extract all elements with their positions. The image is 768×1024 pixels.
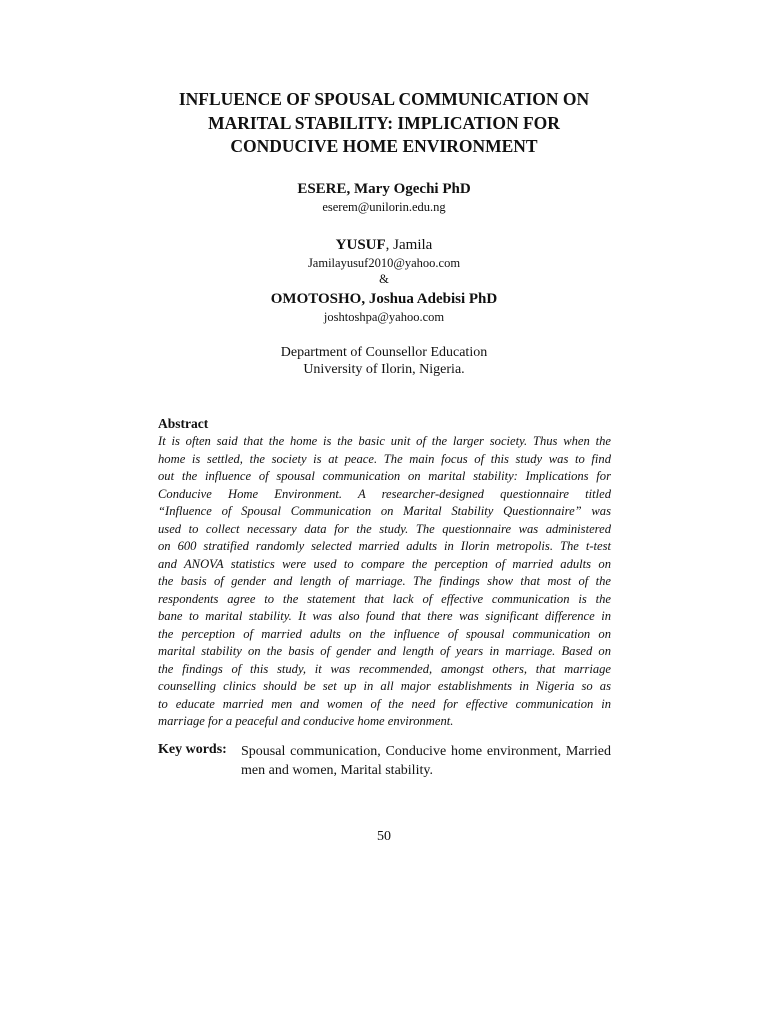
author-3-email: joshtoshpa@yahoo.com [323,310,445,324]
author-2-surname: YUSUF [335,237,386,253]
abstract-line: It is often said that the home is the basic unit of the larger society. Thus when the [158,434,611,448]
keywords-label: Key words: [158,742,227,757]
abstract-line: home is settled, the society is at peace. The main focus of this study was to find [158,451,611,466]
abstract-line: “Influence of Spousal Communication on Marital Stability Questionnaire” was [158,504,611,518]
university: University of Ilorin, Nigeria. [303,362,465,377]
abstract-line: to educate married men and women of the need for effective communication in [158,696,611,711]
author-1-email: eserem@unilorin.edu.ng [322,200,446,214]
abstract-body [158,433,611,731]
abstract-line: Conducive Home Environment. A researcher-designed questionnaire titled [158,486,611,501]
keywords-text: Spousal communication, Conducive home environment, Married men and women, Marital stability. [241,744,611,778]
paper-title [140,88,628,159]
author-3-name [140,290,628,308]
abstract-heading: Abstract [158,416,209,431]
abstract-line: marital stability on the basis of gender and length of years in marriage. Based on [158,644,611,658]
author-3-surname: OMOTOSHO, Joshua Adebisi PhD [270,291,498,307]
author-1-given: , Mary Ogechi PhD [346,181,471,197]
abstract-line: the findings of this study, it was recommended, amongst others, that marriage [158,661,611,676]
abstract-line: the perception of married adults on the influence of spousal communication on [158,626,611,641]
author-1-name [140,180,628,198]
ampersand: & [379,272,389,286]
title-line: INFLUENCE OF SPOUSAL COMMUNICATION ON [178,89,590,109]
author-2-name [140,236,628,254]
title-line: MARITAL STABILITY: IMPLICATION FOR [208,112,560,133]
abstract-line: bane to marital stability. It was also found that there was significant difference in [158,609,611,623]
abstract-line: used to collect necessary data for the study. The questionnaire was administered [158,521,611,536]
page-number: 50 [377,829,391,844]
abstract-line: the basis of gender and length of marriage. The findings show that most of the [158,574,611,588]
abstract-line: respondents agree to the statement that lack of effective communication is the [158,591,611,606]
abstract-line: and ANOVA statistics were used to compare the perception of married adults on [158,556,611,571]
abstract-line: counselling clinics should be set up in all major establishments in Nigeria so as [158,679,611,693]
author-1-surname: ESERE [297,181,347,197]
author-2-email: Jamilayusuf2010@yahoo.com [307,256,461,270]
author-2-given: , Jamila [385,237,433,253]
department: Department of Counsellor Education [280,345,488,360]
abstract-line: on 600 stratified randomly selected married adults in Ilorin metropolis. The t-test [158,539,611,553]
abstract-line: marriage for a peaceful and conducive home environment. [158,714,454,728]
title-line: CONDUCIVE HOME ENVIRONMENT [230,136,538,156]
abstract-line: out the influence of spousal communication on marital stability: Implications for [158,469,611,483]
